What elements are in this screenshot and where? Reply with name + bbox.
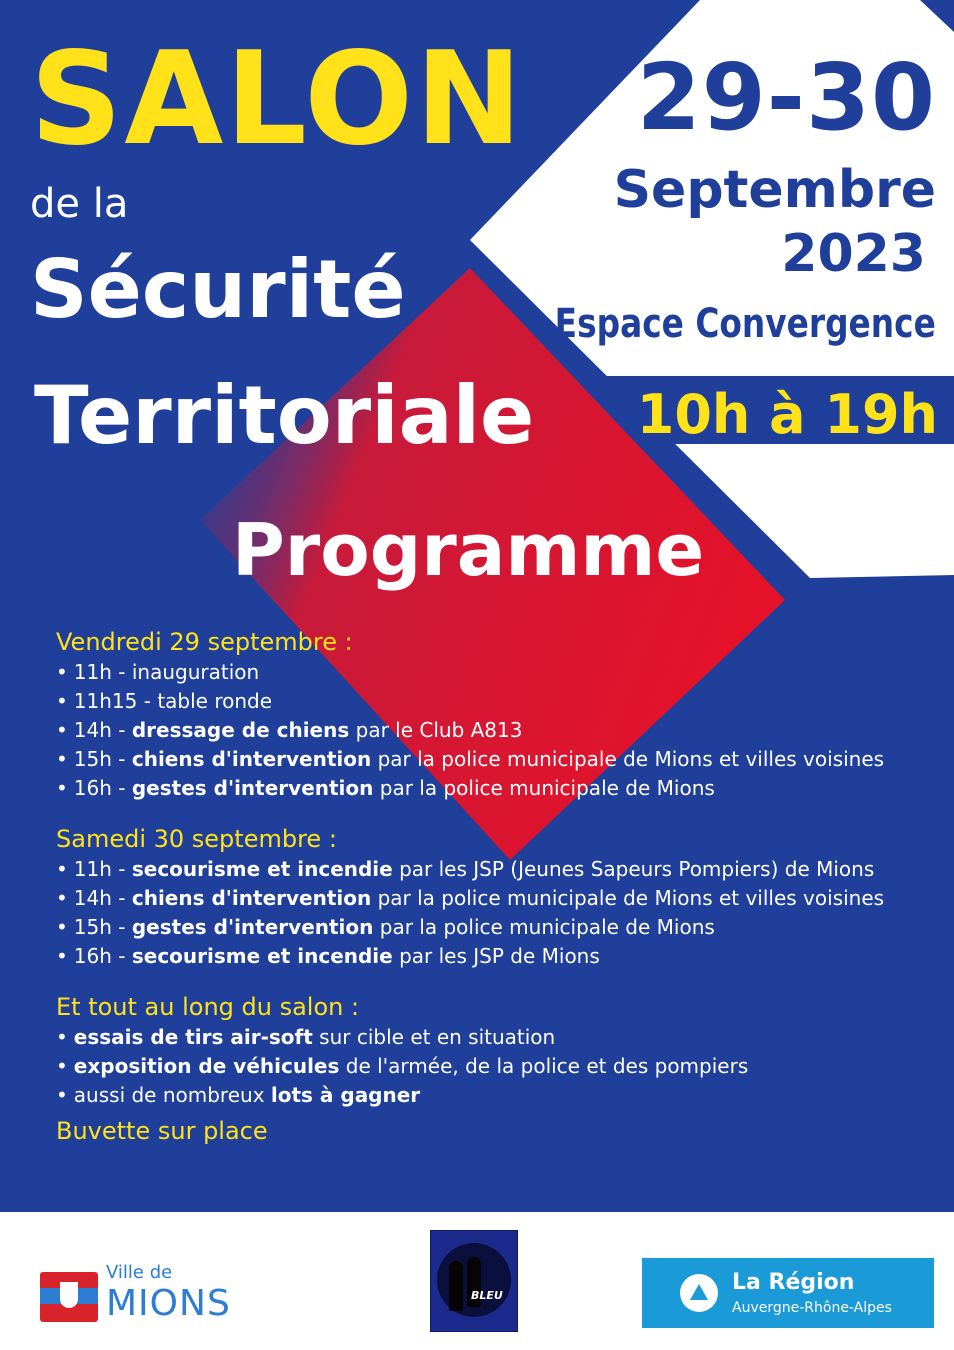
de-la-text: de la	[30, 181, 129, 227]
bleu-logo-text: BLEU	[471, 1289, 503, 1302]
mions-logo	[40, 1264, 270, 1326]
region-logo	[642, 1258, 934, 1328]
event-hours: 10h à 19h	[636, 383, 938, 446]
friday-list	[56, 658, 936, 803]
mions-crest-icon	[40, 1272, 98, 1322]
salon-title: SALON	[30, 25, 525, 174]
securite-title: Sécurité	[30, 243, 406, 336]
event-month: Septembre	[613, 160, 936, 220]
event-venue: Espace Convergence	[554, 301, 936, 347]
saturday-list	[56, 855, 936, 971]
list-item: • 15h - gestes d'intervention par la police municipale de Mions	[56, 915, 715, 939]
saturday-title: Samedi 30 septembre :	[56, 825, 337, 853]
list-item: • 11h - secourisme et incendie par les JSP (Jeunes Sapeurs Pompiers) de Mions	[56, 857, 875, 881]
event-year: 2023	[781, 224, 926, 284]
territoriale-title: Territoriale	[34, 369, 535, 462]
event-dates: 29-30	[636, 44, 936, 151]
list-item: • 16h - secourisme et incendie par les JSP de Mions	[56, 944, 600, 968]
region-logo-subtitle: Auvergne-Rhône-Alpes	[732, 1300, 892, 1316]
region-mountain-icon	[680, 1274, 718, 1312]
list-item: • exposition de véhicules de l'armée, de la police et des pompiers	[56, 1054, 749, 1078]
list-item: • 11h - inauguration	[56, 660, 260, 684]
programme-title: Programme	[232, 508, 705, 592]
mions-logo-subtitle: Ville de	[106, 1262, 173, 1283]
list-item: • aussi de nombreux lots à gagner	[56, 1083, 421, 1107]
program-section	[56, 626, 936, 1148]
friday-title: Vendredi 29 septembre :	[56, 628, 353, 656]
sponsor-footer	[0, 1212, 954, 1350]
list-item: • 14h - dressage de chiens par le Club A813	[56, 718, 523, 742]
all-along-title: Et tout au long du salon :	[56, 993, 360, 1021]
buvette-text: Buvette sur place	[56, 1117, 268, 1145]
mions-logo-name: MIONS	[106, 1283, 231, 1324]
list-item: • essais de tirs air-soft sur cible et en situation	[56, 1025, 556, 1049]
silhouette-icon	[449, 1261, 463, 1311]
list-item: • 11h15 - table ronde	[56, 689, 273, 713]
all-along-list	[56, 1023, 936, 1110]
list-item: • 14h - chiens d'intervention par la police municipale de Mions et villes voisines	[56, 886, 885, 910]
region-logo-name: La Région	[732, 1270, 855, 1295]
list-item: • 15h - chiens d'intervention par la police municipale de Mions et villes voisines	[56, 747, 885, 771]
bleu-logo	[430, 1230, 518, 1332]
list-item: • 16h - gestes d'intervention par la police municipale de Mions	[56, 776, 715, 800]
